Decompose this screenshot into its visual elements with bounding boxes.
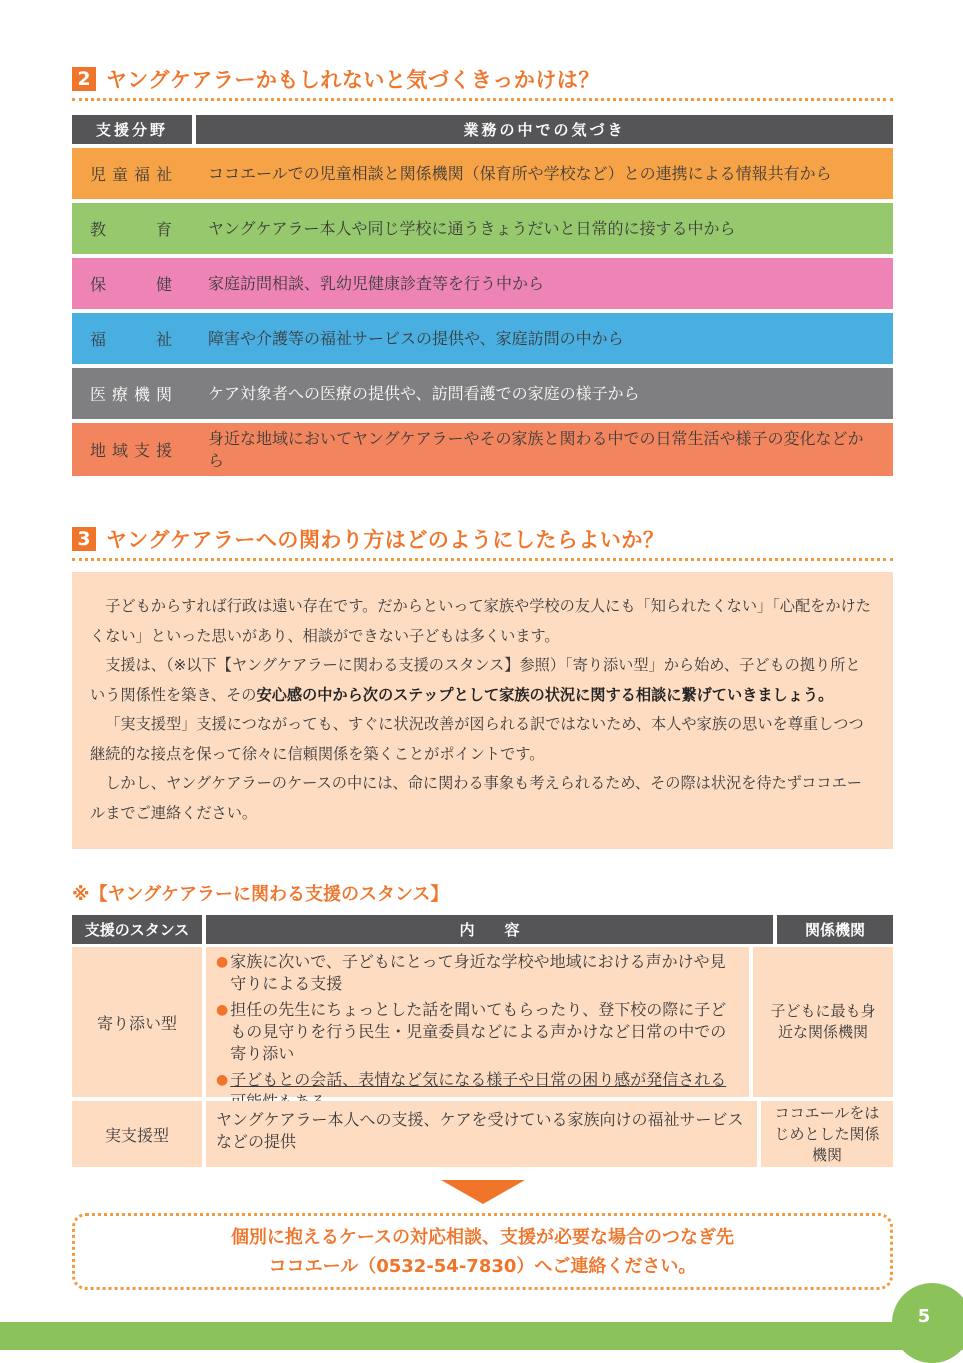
row-text: 家庭訪問相談、乳幼児健康診査等を行う中から [208, 273, 545, 293]
row-text: ヤングケアラー本人や同じ学校に通うきょうだいと日常的に接する中から [208, 218, 736, 238]
down-arrow-icon [441, 1180, 525, 1204]
paragraph: 「実支援型」支援につながっても、すぐに状況改善が図られる訳ではないため、本人や家族の思いを尊重しつつ継続的な接点を保って徐々に信頼関係を築くことがポイントです。 [90, 715, 864, 763]
stance-type: 寄り添い型 [72, 947, 202, 1097]
bullet-dot-icon: ● [216, 1002, 229, 1018]
row-field: 地域支援 [90, 441, 179, 460]
bullet-dot-icon: ● [216, 954, 229, 970]
bullet-item [216, 999, 739, 1065]
section3-divider [72, 558, 893, 561]
row-field: 保 健 [90, 275, 179, 294]
approach-text-box [72, 572, 893, 849]
stance-content [206, 947, 749, 1097]
header-stance: 支援のスタンス [72, 915, 202, 944]
stance-agency: 子どもに最も身近な関係機関 [753, 947, 893, 1097]
table-row [72, 947, 893, 1097]
bullet-text: 担任の先生にちょっとした話を聞いてもらったり、登下校の際に子どもの見守りを行う民生・児童委員などによる声かけなど日常の中での寄り添い [230, 1000, 727, 1063]
stance-title: ※【ヤングケアラーに関わる支援のスタンス】 [72, 884, 449, 905]
bullet-dot-icon: ● [216, 1072, 229, 1088]
stance-content: ヤングケアラー本人への支援、ケアを受けている家族向けの福祉サービスなどの提供 [206, 1101, 757, 1167]
table-row [72, 313, 893, 364]
header-content: 内 容 [206, 915, 773, 944]
page-number: 5 [917, 1306, 931, 1327]
contact-callout [72, 1213, 893, 1290]
awareness-table [72, 115, 893, 480]
section3-heading [72, 524, 664, 554]
table-row [72, 203, 893, 254]
section3-number: 3 [72, 527, 96, 551]
section3-title: ヤングケアラーへの関わり方はどのようにしたらよいか？ [106, 528, 665, 552]
stance-agency: ココエールをはじめとした関係機関 [761, 1101, 893, 1167]
stance-type: 実支援型 [72, 1101, 202, 1167]
bullet-text: 子どもとの会話、表情など気になる様子や日常の困り感が発信される [230, 1070, 727, 1089]
paragraph-text: 支援は、（※以下【ヤングケアラーに関わる支援のスタンス】参照）「寄り添い型」から始め、子どもの拠り所という関係性を築き、その [90, 656, 861, 704]
row-field: 教 育 [90, 220, 179, 239]
row-text: ケア対象者への医療の提供や、訪問看護での家庭の様子から [208, 383, 640, 403]
section2-divider [72, 98, 893, 101]
paragraph: 子どもからすれば行政は遠い存在です。だからといって家族や学校の友人にも「知られたくない」「心配をかけたくない」といった思いがあり、相談ができない子どもは多くいます。 [90, 597, 871, 645]
row-text: 身近な地域においてヤングケアラーやその家族と関わる中での日常生活や様子の変化などから [208, 428, 864, 470]
header-agency: 関係機関 [777, 915, 893, 944]
callout-line: ココエール（0532-54-7830）へご連絡ください。 [268, 1255, 697, 1277]
paragraph: しかし、ヤングケアラーのケースの中には、命に関わる事象も考えられるため、その際は状況を待たずココエールまでご連絡ください。 [90, 774, 862, 822]
section2-number: 2 [72, 67, 96, 91]
bullet-item [216, 951, 739, 995]
callout-line: 個別に抱えるケースの対応相談、支援が必要な場合のつなぎ先 [230, 1226, 735, 1248]
row-field: 児童福祉 [90, 165, 179, 184]
paragraph-emphasis: 安心感の中から次のステップとして家族の状況に関する相談に繋げていきましょう。 [256, 685, 834, 704]
table-row [72, 258, 893, 309]
section2-title: ヤングケアラーかもしれないと気づくきっかけは？ [106, 68, 600, 92]
stance-table-header [72, 915, 893, 944]
table-row [72, 368, 893, 419]
row-field: 医療機関 [90, 385, 179, 404]
footer-band [0, 1322, 963, 1350]
bullet-text: 家族に次いで、子どもにとって身近な学校や地域における声かけや見守りによる支援 [230, 952, 726, 993]
row-text: 障害や介護等の福祉サービスの提供や、家庭訪問の中から [208, 328, 624, 348]
stance-table [72, 915, 893, 1167]
paragraph [90, 651, 875, 710]
row-field: 福 祉 [90, 330, 179, 349]
section2-heading [72, 64, 600, 94]
awareness-table-header [72, 115, 893, 144]
table-row [72, 423, 893, 476]
row-text: ココエールでの児童相談と関係機関（保育所や学校など）との連携による情報共有から [208, 163, 832, 183]
table-row [72, 148, 893, 199]
header-field: 支援分野 [72, 115, 192, 144]
table-row [72, 1101, 893, 1167]
header-awareness: 業務の中での気づき [196, 115, 893, 144]
